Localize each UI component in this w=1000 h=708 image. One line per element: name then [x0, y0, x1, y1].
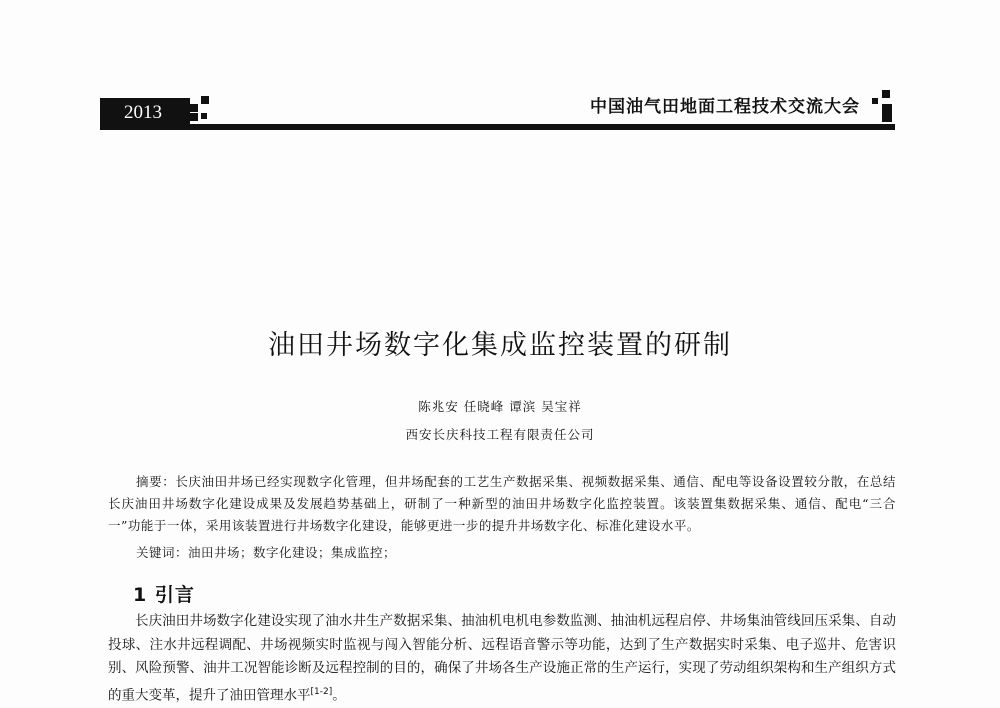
- page-header: [0, 0, 1000, 140]
- conference-title: 中国油气田地面工程技术交流大会: [590, 97, 860, 117]
- header-rule: [100, 124, 895, 130]
- paper-title: 油田井场数字化集成监控装置的研制: [268, 330, 732, 361]
- intro-end: 。: [332, 687, 346, 703]
- affiliation: 西安长庆科技工程有限责任公司: [405, 427, 595, 442]
- section-heading: 1 引言: [133, 584, 195, 606]
- citation-ref: [1-2]: [310, 686, 333, 697]
- abstract-paragraph: 摘要：长庆油田井场已经实现数字化管理，但井场配套的工艺生产数据采集、视频数据采集、通信、配电等设备设置较分散，在总结长庆油田井场数字化建设成果及发展趋势基础上，研制了一种新型的油田井场数字化监控装置。该装置集数据采集、通信、配电“三合一”功能于一体，采用该装置进行井场数字化建设，能够更进一步的提升井场数字化、标准化建设水平。: [108, 474, 896, 533]
- intro-text: 长庆油田井场数字化建设实现了油水井生产数据采集、抽油机电机电参数监测、抽油机远程启停、井场集油管线回压采集、自动投球、注水井远程调配、井场视频实时监视与闯入智能分析、远程语音警示等功能，达到了生产数据实时采集、电子巡井、危害识别、风险预警、油井工况智能诊断及远程控制的目的，确保了井场各生产设施正常的生产运行，实现了劳动组织架构和生产组织方式的重大变革，提升了油田管理水平: [108, 613, 896, 703]
- keywords: 关键词：油田井场；数字化建设；集成监控；: [136, 545, 397, 560]
- author-list: 陈兆安 任晓峰 谭滨 吴宝祥: [418, 399, 582, 414]
- year-label: 2013: [100, 98, 190, 128]
- intro-paragraph: [108, 610, 896, 708]
